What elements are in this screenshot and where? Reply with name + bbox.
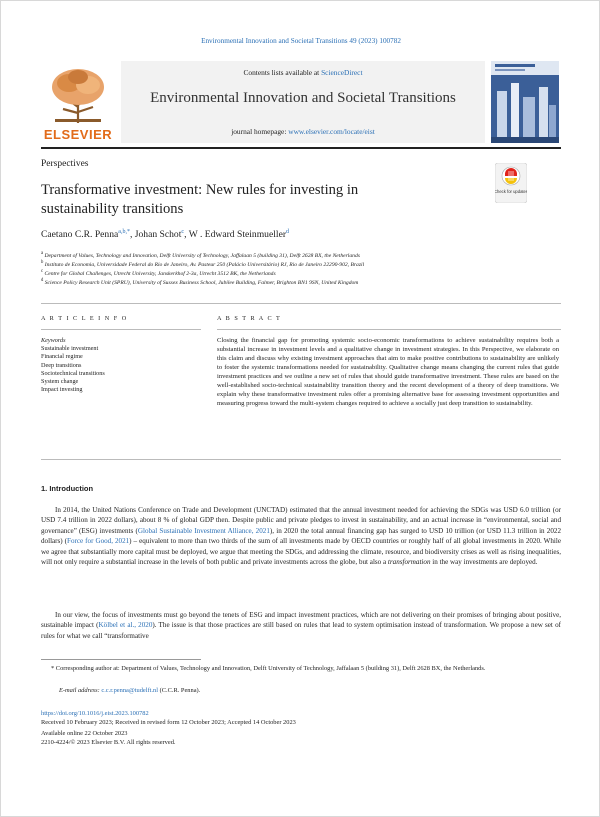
affiliation-mark: c	[41, 269, 44, 274]
text-run: In 2014, the United Nations Conference on Trade and Development (UNCTAD) estimated that the annual investment needed for achieving the SDGs was USD 6.0 trillion (or USD 7.4 trillion in 2022 dollars), about 8 % of global GDP then. Despite public and private pledges to invest in sustainability, and an actual increase in “environmental, social and governance” (ESG) investments (	[41, 506, 561, 535]
author-affil-mark[interactable]: d	[286, 229, 290, 235]
affiliation-text: Science Policy Research Unit (SPRU), University of Sussex Business School, Jubilee Building, Falmer, Brighton BN1 9SN, United Kingdom	[44, 279, 359, 286]
keyword: Financial regime	[41, 353, 83, 361]
section-heading-introduction: 1. Introduction	[41, 484, 94, 493]
footnote-text: Corresponding author at: Department of Values, Technology and Innovation, Delft University of Technology, Jaffalaan 5 (building 31), Delft 2628 BX, the Netherlands.	[54, 665, 486, 672]
sciencedirect-link[interactable]: ScienceDirect	[321, 68, 363, 77]
affiliation	[41, 260, 364, 268]
keyword: Sustainable investment	[41, 345, 99, 352]
divider	[41, 459, 561, 460]
affiliation-mark: b	[41, 260, 44, 265]
journal-cover-image[interactable]	[491, 61, 559, 143]
affiliation-mark: a	[41, 251, 44, 256]
keywords-label: Keywords	[41, 337, 66, 344]
footnote-rule	[41, 659, 201, 660]
email-line	[41, 687, 561, 696]
citation-link[interactable]: Kölbel et al., 2020	[98, 621, 153, 630]
journal-homepage-link[interactable]: www.elsevier.com/locate/eist	[288, 127, 375, 136]
author-name[interactable]: W . Edward Steinmueller	[188, 229, 287, 241]
paragraph-1	[41, 505, 561, 568]
keywords-list	[41, 345, 105, 395]
elsevier-tree-logo	[41, 63, 115, 127]
keyword: Sociotechnical transitions	[41, 369, 105, 377]
author-list: Caetano C.R. Penna$^{a,b,*}$, Johan Schot$^c$, W . Edward Steinmueller$^d$	[41, 229, 290, 241]
article-type: Perspectives	[41, 159, 89, 169]
title-line-2: sustainability transitions	[41, 201, 184, 217]
email-link[interactable]: c.c.r.penna@tudelft.nl	[101, 687, 159, 694]
divider	[41, 329, 201, 330]
keyword: Deep transitions	[41, 361, 82, 369]
crossmark-text: Check for updates	[495, 189, 527, 194]
homepage-line	[121, 127, 485, 136]
paragraph-2	[41, 610, 561, 641]
contents-prefix: Contents lists available at	[243, 68, 322, 77]
divider	[217, 329, 561, 330]
available-online-date: Available online 22 October 2023	[41, 730, 128, 737]
affiliation	[41, 251, 360, 259]
corresponding-author-footnote	[41, 665, 561, 674]
affiliation	[41, 269, 276, 277]
author-name[interactable]: Johan Schot	[134, 229, 182, 241]
abstract-text: Closing the financial gap for promoting systemic socio-economic transformations to achieve sustainability requires both a substantial increase in investment levels and a qualitative change in investment strategies. In this Perspective, we elaborate on this claim and discuss why existing investment approaches that aim to make positive contributions to sustainability are unlikely to foster the systemic transformations needed for sustainability. Qualitative change means changing the current rules that guide investment practices and we outline a new set of rules that should guide transformative investment. These rules are based on the well-established socio-technical sustainability transition theory and the recent development of a theory of deep transitions. We explain why these transformative investment rules offer a promising alternative base for assessing investment opportunities and measuring progress toward the multi-system changes required to achieve a socially just deep transition to sustainability.	[217, 337, 559, 407]
article-info-heading: A R T I C L E I N F O	[41, 315, 128, 322]
author-affil-mark[interactable]: a,b,*	[118, 229, 130, 235]
text-run: in the way investments are deployed.	[430, 558, 538, 567]
received-dates: Received 10 February 2023; Received in revised form 12 October 2023; Accepted 14 October 2023	[41, 719, 296, 726]
title-line-1: Transformative investment: New rules for investing in	[41, 182, 359, 198]
text-run: In our view, the focus of investments must go beyond the tenets of ESG and impact investment practices, which are not delivering on their promises of bringing about positive, sustainable impact (	[41, 611, 561, 630]
elsevier-wordmark: ELSEVIER	[43, 127, 113, 142]
article-title	[41, 181, 471, 219]
text-run: ). The issue is that those practices are still based on rules that lead to system optimisation instead of transformation. We propose a new set of rules for what we call “transformative	[41, 621, 561, 640]
divider	[41, 303, 561, 304]
homepage-prefix: journal homepage:	[231, 127, 289, 136]
keyword: System change	[41, 378, 79, 386]
contents-line	[121, 68, 485, 77]
author-affil-mark[interactable]: c	[181, 229, 185, 235]
text-run: ) – equivalent to more than two thirds of the sum of all investments made by OECD countries or roughly half of all global investments in 2020. While we agree that substantially more capital must be deployed, we argue that meeting the SDGs, and addressing the climate, resource, and biodiversity crises as well as rising inequalities, will not only require a substantial increase in the levels of both public and private investments across the globe, but also a	[41, 537, 561, 567]
text-run: ), in 2020 the total annual financing gap has surged to USD 10 trillion (or USD 11.3 trillion in 2022 dollars) (	[41, 526, 561, 546]
affiliation-mark: d	[41, 278, 44, 283]
email-suffix: (C.C.R. Penna).	[158, 687, 201, 694]
check-for-updates-badge[interactable]	[495, 163, 527, 203]
affiliation-text: Centre for Global Challenges, Utrecht University, Janskerkhof 2-3a, Utrecht 3512 BK, the Netherlands	[44, 270, 276, 277]
journal-title: Environmental Innovation and Societal Transitions	[150, 90, 456, 106]
author-name[interactable]: Caetano C.R. Penna	[41, 229, 119, 241]
footnote-mark: *	[51, 665, 55, 672]
affiliation-text: Instituto de Economia, Universidade Federal do Rio de Janeiro, Av. Pasteur 250 (Palácio Universitário) RJ, Rio de Janeiro 22290-902, Brazil	[44, 261, 365, 268]
affiliation	[41, 278, 358, 286]
keyword: Impact investing	[41, 386, 83, 394]
emphasis: transformation	[387, 558, 431, 567]
email-label: E-mail address:	[59, 687, 102, 694]
header-rule	[41, 147, 561, 149]
citation-link[interactable]: Global Sustainable Investment Alliance, 2021	[137, 526, 270, 535]
citation-link[interactable]: Force for Good, 2021	[67, 537, 130, 546]
journal-citation[interactable]: Environmental Innovation and Societal Transitions 49 (2023) 100782	[201, 37, 401, 45]
doi-link[interactable]: https://doi.org/10.1016/j.eist.2023.100782	[41, 710, 149, 717]
abstract-heading: A B S T R A C T	[217, 315, 282, 322]
affiliation-text: Department of Values, Technology and Innovation, Delft University of Technology, Jaffalaan 5 (building 31), Delft 2628 BX, the Netherlands	[44, 252, 360, 259]
copyright-line: 2210-4224/© 2023 Elsevier B.V. All rights reserved.	[41, 739, 176, 746]
